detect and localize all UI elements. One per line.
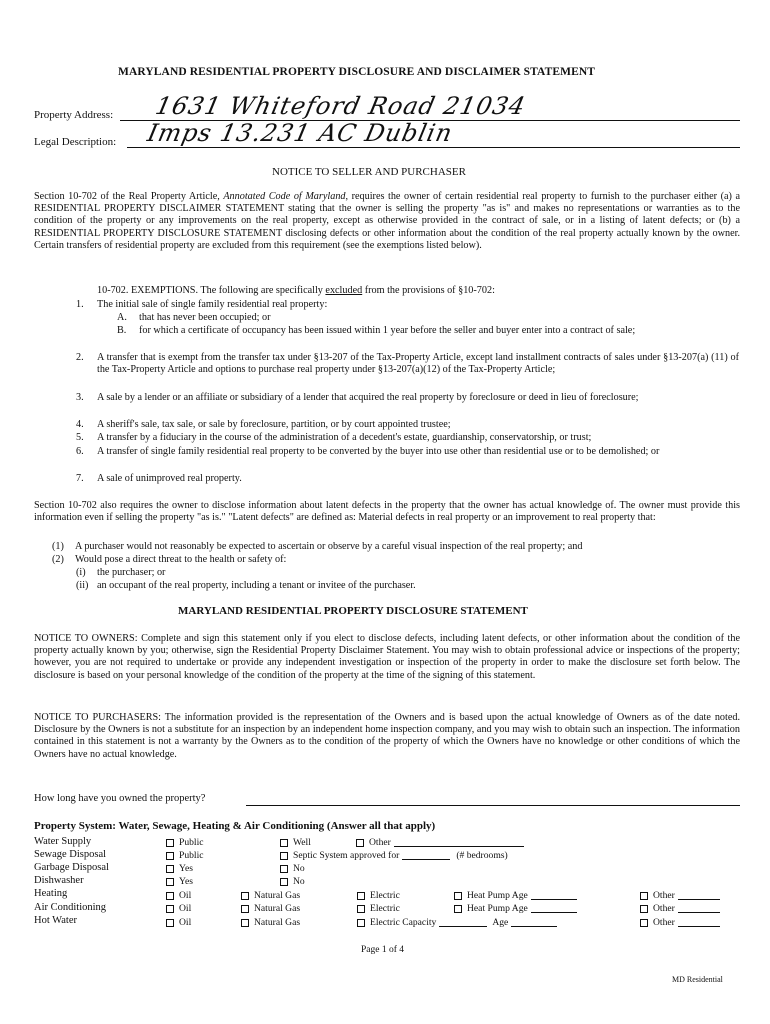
intro-paragraph [34,191,740,252]
latent-item: an occupant of the real property, including a tenant or invitee of the purchaser. [97,580,416,591]
option-label: Well [293,837,311,848]
row-label-garbage-disposal: Garbage Disposal [34,862,109,873]
checkbox[interactable] [280,865,288,873]
option-label: Yes [179,863,193,874]
option-label: Natural Gas [254,890,301,901]
exemption-num: B. [117,325,127,336]
exemption-num: 3. [76,392,84,403]
row-label-water-supply: Water Supply [34,836,92,847]
option-label: No [293,863,305,874]
checkbox[interactable] [356,839,364,847]
latent-item: the purchaser; or [97,567,166,578]
latent-num: (2) [52,554,64,565]
notice-heading: NOTICE TO SELLER AND PURCHASER [272,166,466,178]
option-label: Septic System approved for [293,850,400,861]
exemption-item: that has never been occupied; or [139,312,271,323]
checkbox[interactable] [280,878,288,886]
checkbox[interactable] [280,852,288,860]
option-label: Public [179,837,204,848]
checkbox[interactable] [454,905,462,913]
notice-to-owners: NOTICE TO OWNERS: Complete and sign this statement only if you elect to disclose defects, including latent defects, or other information about the condition of the property actually known by you; otherwise, sign the Residential Property Disclaimer Statement. You may wish to obtain professional advice or inspections of the property; however, you are not required to undertake or provide any independent investigation or inspection of the property in order to make the disclosure set forth below. The disclosure is based on your personal knowledge of the condition of the property at the time of the signing of this statement. [34,633,740,681]
option-label: Electric [370,890,400,901]
hotwater-other-field[interactable] [678,918,720,927]
ac-electric-option[interactable] [357,903,400,914]
exemption-num: 1. [76,299,84,310]
water-public-option[interactable] [166,837,204,848]
exemption-item: for which a certificate of occupancy has been issued within 1 year before the seller and buyer enter into a contract of sale; [139,325,636,336]
hotwater-oil-option[interactable] [166,917,191,928]
option-label: Yes [179,876,193,887]
exemption-num: 2. [76,352,84,363]
option-label: Oil [179,917,192,928]
checkbox[interactable] [640,919,648,927]
ac-other-field[interactable] [678,904,720,913]
notice-to-purchasers: NOTICE TO PURCHASERS: The information provided is the representation of the Owners and is based upon the actual knowledge of Owners as of the date noted. Disclosure by the Owners is not a substitute for an inspection by an independent home inspection company, and you may wish to obtain such an inspection. The information contained in this statement is not a warranty by the Owners as to the condition of the property of which the Owners have no knowledge or other conditions of which the Owners have no actual knowledge. [34,712,740,760]
checkbox[interactable] [166,919,174,927]
exemption-item: A sheriff's sale, tax sale, or sale by foreclosure, partition, or by court appointed trustee; [97,419,451,430]
option-label: Natural Gas [254,903,301,914]
option-label: No [293,876,305,887]
checkbox[interactable] [640,892,648,900]
heating-oil-option[interactable] [166,890,191,901]
dishwasher-yes-option[interactable] [166,876,193,887]
hotwater-age-field[interactable] [511,918,557,927]
checkbox[interactable] [166,878,174,886]
water-other-option[interactable] [356,837,524,848]
latent-item: Would pose a direct threat to the health or safety of: [75,554,287,565]
heating-other-option[interactable] [640,890,720,901]
exemptions-intro-underlined: excluded [325,285,363,296]
intro-text-1: Section 10-702 of the Real Property Article, [34,191,224,202]
option-label: Electric [370,903,400,914]
checkbox[interactable] [166,839,174,847]
ac-gas-option[interactable] [241,903,300,914]
checkbox[interactable] [357,919,365,927]
checkbox[interactable] [357,905,365,913]
checkbox[interactable] [241,919,249,927]
document-title: MARYLAND RESIDENTIAL PROPERTY DISCLOSURE AND DISCLAIMER STATEMENT [118,66,596,78]
checkbox[interactable] [454,892,462,900]
checkbox[interactable] [166,865,174,873]
latent-num: (1) [52,541,64,552]
checkbox[interactable] [166,892,174,900]
ac-oil-option[interactable] [166,903,191,914]
option-label: Other [369,837,391,848]
latent-item: A purchaser would not reasonably be expected to ascertain or observe by a careful visual inspection of the real property; and [75,541,583,552]
exemption-item: A sale by a lender or an affiliate or subsidiary of a lender that acquired the real property by foreclosure or deed in lieu of foreclosure; [97,392,639,403]
row-label-air-conditioning: Air Conditioning [34,902,107,913]
option-label: Other [653,917,675,928]
latent-num: (ii) [76,580,89,591]
property-address-value[interactable]: 1631 Whiteford Road 21034 [153,92,529,120]
row-label-dishwasher: Dishwasher [34,875,84,886]
checkbox[interactable] [357,892,365,900]
exemptions-intro [97,285,495,296]
checkbox[interactable] [280,839,288,847]
form-identifier: MD Residential [672,975,723,984]
checkbox[interactable] [166,852,174,860]
checkbox[interactable] [166,905,174,913]
heating-electric-option[interactable] [357,890,400,901]
exemption-item: A transfer by a fiduciary in the course of the administration of a decedent's estate, guardianship, conservatorship, or trust; [97,432,592,443]
exemptions-intro-after: from the provisions of §10-702: [362,285,495,296]
checkbox[interactable] [241,905,249,913]
legal-description-value[interactable]: Imps 13.231 AC Dublin [145,119,456,147]
ac-other-option[interactable] [640,903,720,914]
option-label: Public [179,850,204,861]
exemption-num: 7. [76,473,84,484]
garbage-no-option[interactable] [280,863,305,874]
intro-text-2: , requires the owner of certain residential real property to furnish to the purchaser either (a) a RESIDENTIAL PROPERTY DISCLAIMER STATEMENT stating that the owner is selling the property "as is" and makes no representations or warranties as to the condition of the property or any improvements on the real property, except as otherwise provided in the contract of sale, or in a listing of latent defects; or (b) a RESIDENTIAL PROPERTY DISCLOSURE STATEMENT disclosing defects or other information about the condition of the real property actually known by the owner. Certain transfers of residential property are excluded from this requirement (see the exemptions listed below). [34,191,740,251]
sewage-septic-option[interactable] [280,850,508,861]
hotwater-other-option[interactable] [640,917,720,928]
disclosure-heading: MARYLAND RESIDENTIAL PROPERTY DISCLOSURE STATEMENT [178,605,528,617]
latent-defects-paragraph: Section 10-702 also requires the owner to disclose information about latent defects in the property that the owner has actual knowledge of. The owner must provide this information even if selling the property "as is." "Latent defects" are defined as: Material defects in real property or an improvement to real property that: [34,500,740,524]
water-other-field[interactable] [394,838,524,847]
sewage-public-option[interactable] [166,850,204,861]
heating-gas-option[interactable] [241,890,300,901]
age-label: Age [492,917,509,928]
septic-bedrooms-field[interactable] [402,851,450,860]
ac-heatpump-age-field[interactable] [531,904,577,913]
legal-description-label: Legal Description: [34,136,117,148]
row-label-hot-water: Hot Water [34,915,77,926]
option-label: Natural Gas [254,917,301,928]
legal-description-line [127,147,740,148]
exemption-num: A. [117,312,127,323]
latent-num: (i) [76,567,86,578]
hotwater-capacity-field[interactable] [439,918,487,927]
dishwasher-no-option[interactable] [280,876,305,887]
exemption-num: 5. [76,432,84,443]
owned-answer-field[interactable] [246,805,740,806]
row-label-sewage-disposal: Sewage Disposal [34,849,107,860]
water-well-option[interactable] [280,837,311,848]
heating-heatpump-option[interactable] [454,890,577,901]
checkbox[interactable] [640,905,648,913]
exemption-item: A sale of unimproved real property. [97,473,242,484]
exemption-item: A transfer of single family residential real property to be converted by the buyer into use other than residential use or to be demolished; or [97,446,660,457]
owned-question: How long have you owned the property? [34,793,206,804]
option-label: Electric Capacity [370,917,437,928]
option-label: Heat Pump Age [467,890,528,901]
page-number: Page 1 of 4 [361,945,405,955]
option-label: Other [653,903,675,914]
property-address-label: Property Address: [34,109,114,121]
heating-other-field[interactable] [678,891,720,900]
property-system-heading: Property System: Water, Sewage, Heating & Air Conditioning (Answer all that apply) [34,820,436,832]
exemption-item: A transfer that is exempt from the transfer tax under §13-207 of the Tax-Property Article, except land installment contracts of sales under §13-207(a) (11) of the Tax-Property Article and options to purchase real property under §13-207(a)(12) of the Tax-Property Article; [97,352,739,376]
exemption-item: The initial sale of single family residential real property: [97,299,328,310]
heating-heatpump-age-field[interactable] [531,891,577,900]
hotwater-electric-option[interactable] [357,917,557,928]
exemptions-intro-before: 10-702. EXEMPTIONS. The following are specifically [97,285,326,296]
option-label: Oil [179,890,192,901]
bedrooms-label: (# bedrooms) [456,850,508,861]
option-label: Oil [179,903,192,914]
exemption-num: 6. [76,446,84,457]
checkbox[interactable] [241,892,249,900]
intro-italic: Annotated Code of Maryland [223,191,346,202]
option-label: Heat Pump Age [467,903,528,914]
ac-heatpump-option[interactable] [454,903,577,914]
exemption-num: 4. [76,419,84,430]
row-label-heating: Heating [34,888,68,899]
garbage-yes-option[interactable] [166,863,193,874]
option-label: Other [653,890,675,901]
hotwater-gas-option[interactable] [241,917,300,928]
